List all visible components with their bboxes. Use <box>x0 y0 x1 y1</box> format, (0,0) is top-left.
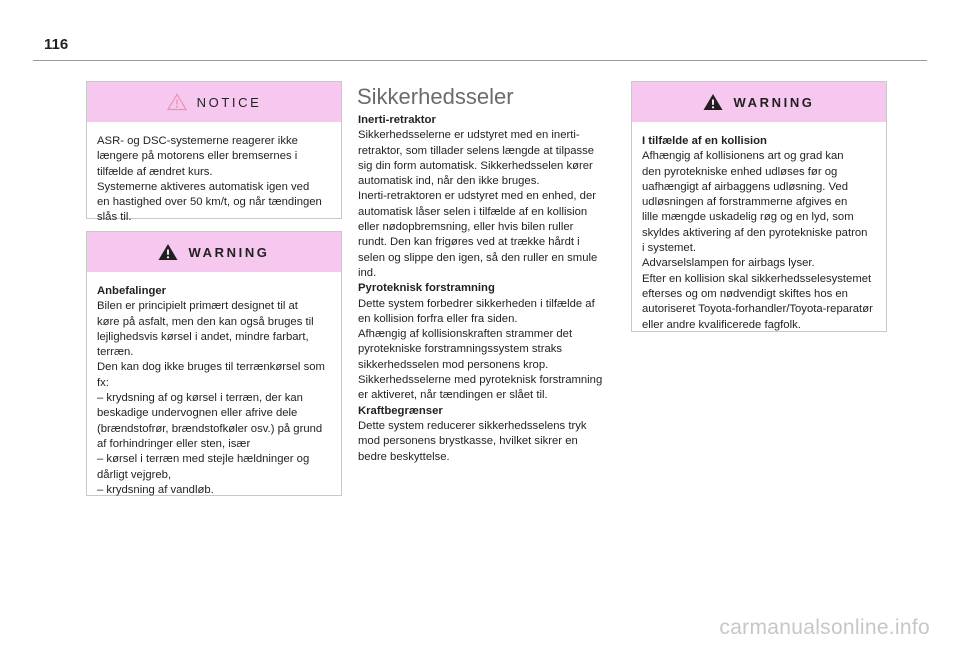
text-line: ind. <box>358 266 377 279</box>
text-line: fx: <box>97 376 109 389</box>
warning-triangle-icon <box>158 243 178 261</box>
text-line: – kørsel i terræn med stejle hældninger og <box>97 453 310 466</box>
text-line: den pyrotekniske enhed udløses før og <box>642 165 838 178</box>
text-line: beskadige undervognen eller afrive dele <box>97 407 298 420</box>
text-line: bedre beskyttelse. <box>358 450 450 463</box>
text-line: Efter en kollision skal sikkerhedsselesystemet <box>642 272 872 285</box>
text-line: Dette system forbedrer sikkerheden i tilfælde af <box>358 297 595 310</box>
text-line: Systemerne aktiveres automatisk igen ved <box>97 180 310 193</box>
warning-box-collision <box>631 81 887 332</box>
header-rule <box>33 60 927 61</box>
text-line: autoriseret Toyota-forhandler/Toyota-reparatør <box>642 303 873 316</box>
warning-header <box>632 82 886 122</box>
text-line: lejlighedsvis kørsel i andet, mindre farbart, <box>97 330 309 343</box>
text-line: uafhængigt af airbaggens udløsning. Ved <box>642 180 849 193</box>
section-title: Sikkerhedsseler <box>357 84 514 109</box>
text-line: Den kan dog ikke bruges til terrænkørsel som <box>97 361 325 374</box>
text-line: en hastighed over 50 km/t, og når tændingen <box>97 196 322 209</box>
text-line: køre på asfalt, men den kan også bruges til <box>97 315 314 328</box>
text-line: Sikkerhedsselerne med pyroteknisk forstramning <box>358 374 603 387</box>
text-line: sikkerhedsselen mod personens krop. <box>358 358 549 371</box>
text-line: Afhængig af kollisionskraften strammer det <box>358 328 573 341</box>
subheading-force-limiter: Kraftbegrænser <box>358 404 443 417</box>
warning-body <box>632 122 886 333</box>
text-line: (brændstofrør, brændstofkøler osv.) på grund <box>97 422 323 435</box>
text-line: Bilen er principielt primært designet til at <box>97 300 298 313</box>
text-line: udløsningen af forstrammerne afgives en <box>642 196 848 209</box>
text-line: – krydsning af vandløb. <box>97 483 214 496</box>
text-line: Sikkerhedsselerne er udstyret med en inerti- <box>358 129 580 142</box>
notice-box <box>86 81 342 224</box>
text-line: – krydsning af og kørsel i terræn, der kan <box>97 392 303 405</box>
notice-triangle-icon <box>167 93 187 111</box>
text-line: sig din form automatisk. Sikkerhedsselen kører <box>358 159 593 172</box>
notice-header <box>87 82 341 122</box>
notice-body <box>87 122 341 226</box>
text-line: eller nødopbremsning, eller hvis bilen ruller <box>358 221 574 234</box>
text-line: terræn. <box>97 346 134 359</box>
notice-title: NOTICE <box>196 94 262 110</box>
warning-title: WARNING <box>188 244 270 260</box>
subheading-inertia-retractor: Inerti-retraktor <box>358 114 436 126</box>
text-line: rundt. Den kan frigøres ved at trække hårdt i <box>358 236 580 249</box>
page-number: 116 <box>44 36 69 53</box>
subheading-pyrotechnic-pretensioner: Pyroteknisk forstramning <box>358 282 495 295</box>
text-line: dårligt vejgreb, <box>97 468 172 481</box>
text-line: skyldes aktivering af den pyrotekniske patron <box>642 226 868 239</box>
text-line: en kollision forfra eller fra siden. <box>358 312 518 325</box>
text-line: Advarselslampen for airbags lyser. <box>642 257 815 270</box>
text-line: lille mængde uskadelig røg og en lyd, som <box>642 211 854 224</box>
text-line: efterses og om nødvendigt skiftes hos en <box>642 287 848 300</box>
warning-heading: Anbefalinger <box>97 285 167 297</box>
text-line: Dette system reducerer sikkerhedsselens tryk <box>358 419 587 432</box>
text-line: retraktor, som tillader selens længde at tilpasse <box>358 144 595 157</box>
text-line: er aktiveret, når tændingen er slået til. <box>358 389 548 402</box>
text-line: ASR- og DSC-systemerne reagerer ikke <box>97 135 298 147</box>
text-line: automatisk låser selen i tilfælde af en kollision <box>358 205 588 218</box>
warning-title: WARNING <box>733 94 815 110</box>
warning-body <box>87 272 341 498</box>
text-line: længere på motorens eller bremsernes i <box>97 150 298 163</box>
text-line: Afhængig af kollisionens art og grad kan <box>642 150 844 163</box>
text-line: selen og slippe den igen, så den ruller en smule <box>358 251 598 264</box>
text-line: tilfælde af ændret kurs. <box>97 165 213 178</box>
warning-box-recommendations <box>86 231 342 496</box>
warning-triangle-icon <box>703 93 723 111</box>
text-line: af forhindringer eller sten, især <box>97 437 251 450</box>
warning-heading: I tilfælde af en kollision <box>642 135 767 147</box>
text-line: mod personens brystkasse, hvilket sikrer en <box>358 435 578 448</box>
text-line: pyrotekniske forstramningssystem straks <box>358 343 563 356</box>
section-body <box>358 113 620 465</box>
text-line: i systemet. <box>642 242 696 255</box>
text-line: slås til. <box>97 211 132 224</box>
watermark: carmanualsonline.info <box>719 616 930 639</box>
warning-header <box>87 232 341 272</box>
text-line: Inerti-retraktoren er udstyret med en enhed, der <box>358 190 596 203</box>
text-line: automatisk ind, når den ikke bruges. <box>358 175 540 188</box>
text-line: eller andre kvalificerede fagfolk. <box>642 318 801 331</box>
